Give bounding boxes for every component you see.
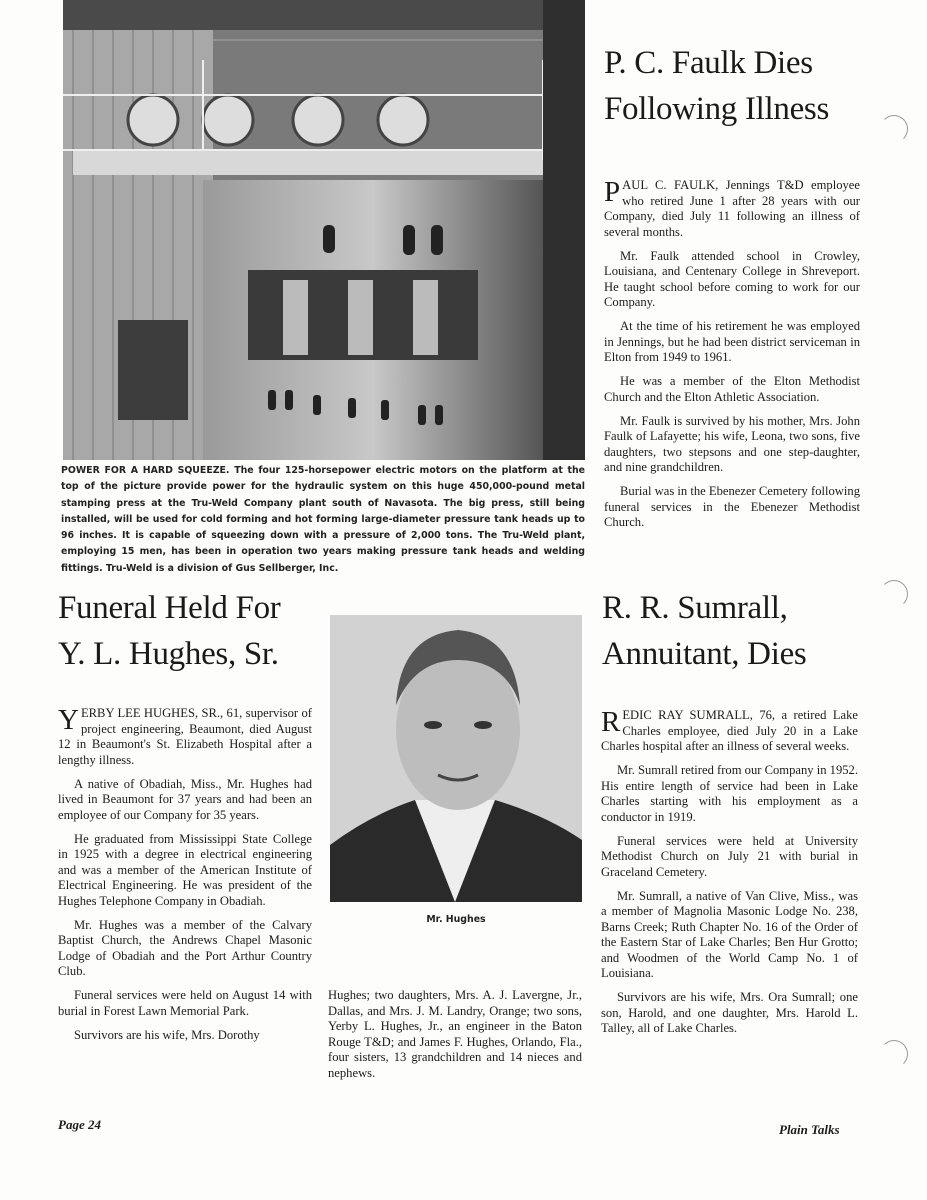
hughes-lead-text: 61, supervisor of project engineering, Beaumont, died August 12 in Beaumont's St. Elizabeth Hospital after a lengthy illness.	[58, 706, 312, 767]
hughes-paragraph: Funeral services were held on August 14 with burial in Forest Lawn Memorial Park.	[58, 988, 312, 1018]
sumrall-lead-text: 76, a retired Lake Charles employee, died July 20 in a Lake Charles hospital after an illness of several weeks.	[601, 708, 858, 753]
hughes-headline-line2: Y. L. Hughes, Sr.	[58, 636, 279, 672]
binder-hole-mark	[880, 115, 908, 143]
sumrall-paragraph: Funeral services were held at University Methodist Church on July 21 with burial in Graceland Cemetery.	[601, 833, 858, 879]
press-photo-caption	[61, 463, 585, 577]
page-number: Page 24	[58, 1117, 101, 1132]
binder-hole-mark	[880, 580, 908, 608]
caption-lead: POWER FOR A HARD SQUEEZE.	[61, 465, 230, 476]
sumrall-article-body	[601, 708, 858, 1045]
hughes-headline	[58, 585, 281, 677]
sumrall-lead-name: EDIC RAY SUMRALL,	[622, 708, 753, 722]
faulk-article-body	[604, 178, 860, 539]
sumrall-paragraph: Mr. Sumrall, a native of Van Clive, Miss., was a member of Magnolia Masonic Lodge No. 238, Barns Creek; Ruth Chapter No. 16 of the Order of the Eastern Star of Lake Charles; Ben Hur Grotto; and Woodmen of the World Camp No. 1 of Louisiana.	[601, 888, 858, 980]
hughes-article-continued	[328, 988, 582, 1090]
publication-name: Plain Talks	[779, 1122, 840, 1137]
faulk-lead-text: Jennings T&D employee who retired June 1 after 28 years with our Company, died July 11 following an illness of several months.	[604, 178, 860, 239]
faulk-lead-name: AUL C. FAULK,	[622, 178, 719, 192]
sumrall-paragraph: Survivors are his wife, Mrs. Ora Sumrall; one son, Harold, and one daughter, Mrs. Harold L. Talley, all of Lake Charles.	[601, 990, 858, 1035]
faulk-headline-line1: P. C. Faulk Dies	[604, 45, 813, 81]
press-photo	[63, 0, 585, 460]
faulk-paragraph: Mr. Faulk attended school in Crowley, Louisiana, and Centenary College in Shreveport. He taught school before coming to work for our Company.	[604, 248, 860, 309]
faulk-paragraph: At the time of his retirement he was employed in Jennings, but he had been district serviceman in Elton from 1949 to 1961.	[604, 319, 860, 364]
hughes-portrait	[330, 615, 582, 902]
sumrall-headline-line2: Annuitant, Dies	[602, 636, 807, 672]
hughes-article-body	[58, 706, 312, 1052]
sumrall-paragraph: Mr. Sumrall retired from our Company in 1952. His entire length of service had been in Lake Charles starting with his employment as a conductor in 1919.	[601, 763, 858, 824]
faulk-paragraph: He was a member of the Elton Methodist Church and the Elton Athletic Association.	[604, 374, 860, 404]
faulk-headline	[604, 40, 829, 132]
hughes-paragraph: A native of Obadiah, Miss., Mr. Hughes had lived in Beaumont for 37 years and had been an employee of our Company for 35 years.	[58, 776, 312, 822]
hughes-continued-paragraph: Hughes; two daughters, Mrs. A. J. Lavergne, Jr., Dallas, and Mrs. J. M. Landry, Orange; two sons, Yerby L. Hughes, Jr., an engineer in the Baton Rouge T&D; and James F. Hughes, Orlando, Fla., four sisters, 13 grandchildren and 14 nieces and nephews.	[328, 988, 582, 1080]
faulk-headline-line2: Following Illness	[604, 91, 829, 127]
hughes-paragraph: Survivors are his wife, Mrs. Dorothy	[74, 1027, 260, 1042]
sumrall-headline-line1: R. R. Sumrall,	[602, 590, 788, 626]
caption-text: The four 125-horsepower electric motors on the platform at the top of the picture provide power for the hydraulic system on this huge 450,000-pound metal stamping press at the Tru-Weld Company plant south of Navasota. The big press, still being installed, will be used for cold forming and hot forming large-diameter pressure tank heads up to 96 inches. It is capable of squeezing down with a pressure of 2,000 tons. The Tru-Weld plant, employing 15 men, has been in operation two years making pressure tank heads and welding fittings. Tru-Weld is a division of Gus Sellberger, Inc.	[61, 465, 586, 574]
faulk-paragraph: Burial was in the Ebenezer Cemetery following funeral services in the Ebenezer Methodist Church.	[604, 484, 860, 529]
hughes-lead-name: ERBY LEE HUGHES, SR.,	[80, 706, 224, 720]
binder-hole-mark	[880, 1040, 908, 1068]
faulk-paragraph: Mr. Faulk is survived by his mother, Mrs. John Faulk of Lafayette; his wife, Leona, two sons, five daughters, two stepsons and one step-daughter, and nine grandchildren.	[604, 413, 860, 474]
hughes-paragraph: Mr. Hughes was a member of the Calvary Baptist Church, the Andrews Chapel Masonic Lodge of Obadiah and the Port Arthur Country Club.	[58, 917, 312, 978]
hughes-portrait-caption: Mr. Hughes	[426, 914, 486, 925]
faulk-dropcap: P	[604, 176, 621, 208]
sumrall-headline	[602, 585, 806, 677]
hughes-paragraph: He graduated from Mississippi State College in 1925 with a degree in electrical engineering and was a member of the American Institute of Electrical Engineering. He was president of the Hughes Telephone Company in Obadiah.	[58, 831, 312, 908]
hughes-dropcap: Y	[58, 704, 79, 736]
hughes-headline-line1: Funeral Held For	[58, 590, 281, 626]
sumrall-dropcap: R	[601, 706, 621, 738]
